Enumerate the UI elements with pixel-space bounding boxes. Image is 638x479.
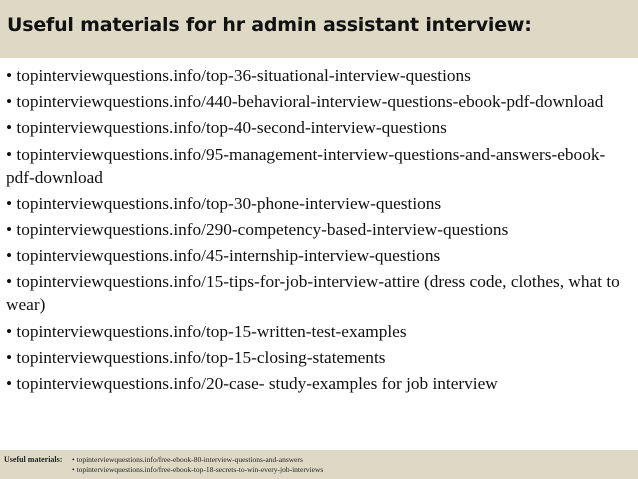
list-item [6,270,634,316]
materials-list [6,64,634,398]
list-item [6,346,634,369]
bullet-icon: • [6,118,13,138]
material-link[interactable]: topinterviewquestions.info/15-tips-for-job-interview-attire (dress code, clothes, what to wear) [6,272,620,315]
title-band [0,0,638,58]
bullet-icon: • [72,464,75,474]
list-item [6,64,634,87]
list-item [6,143,634,189]
material-link[interactable]: topinterviewquestions.info/top-40-second-interview-questions [16,118,447,138]
material-link[interactable]: topinterviewquestions.info/95-management-interview-questions-and-answers-ebook-pdf-download [6,144,606,187]
bullet-icon: • [6,193,13,213]
footer-band [0,450,638,479]
bullet-icon: • [72,455,75,464]
bullet-icon: • [6,92,13,112]
material-link[interactable]: topinterviewquestions.info/290-competency-based-interview-questions [16,219,509,239]
material-link[interactable]: topinterviewquestions.info/top-30-phone-interview-questions [16,193,442,213]
page-title: Useful materials for hr admin assistant interview: [7,14,532,36]
material-link[interactable]: topinterviewquestions.info/top-15-closing-statements [16,347,386,367]
footer-link[interactable]: topinterviewquestions.info/free-ebook-top-18-secrets-to-win-every-job-interviews [76,464,324,474]
material-link[interactable]: topinterviewquestions.info/top-15-written-test-examples [16,321,407,341]
list-item [6,320,634,343]
bullet-icon: • [6,246,13,266]
material-link[interactable]: topinterviewquestions.info/20-case- study-examples for job interview [16,373,498,393]
bullet-icon: • [6,272,13,292]
list-item [6,116,634,139]
bullet-icon: • [6,144,13,164]
list-item [6,372,634,395]
footer-link[interactable]: topinterviewquestions.info/free-ebook-80-interview-questions-and-answers [76,455,303,464]
bullet-icon: • [6,219,13,239]
list-item [6,218,634,241]
material-link[interactable]: topinterviewquestions.info/top-36-situational-interview-questions [16,66,471,85]
footer-label: Useful materials: [4,455,63,464]
material-link[interactable]: topinterviewquestions.info/440-behavioral-interview-questions-ebook-pdf-download [16,92,604,112]
bullet-icon: • [6,347,13,367]
bullet-icon: • [6,373,13,393]
footer-list [72,455,323,474]
material-link[interactable]: topinterviewquestions.info/45-internship-interview-questions [16,246,441,266]
bullet-icon: • [6,321,13,341]
bullet-icon: • [6,66,13,85]
list-item [6,192,634,215]
list-item [6,90,634,113]
footer-item [72,465,323,475]
footer-item [72,455,323,465]
list-item [6,244,634,267]
